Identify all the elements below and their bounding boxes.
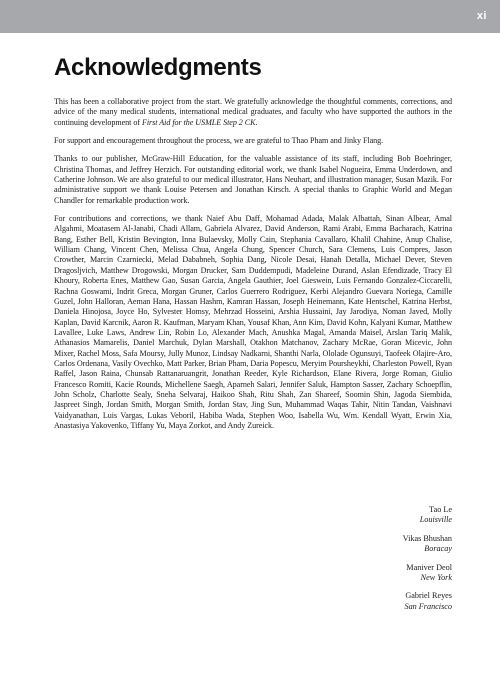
paragraph-collaboration bbox=[54, 97, 452, 128]
paragraph-publisher: Thanks to our publisher, McGraw-Hill Education, for the valuable assistance of its staff, including Bob Boehringer, Christina Thomas, and Jeffrey Herzich. For outstanding editorial work, we thank Isabel Nogueira, Emma Underdown, and Catherine Johnson. We are also grateful to our medical illustrator, Hans Neuhart, and illustration manager, Susan Mazik. For administrative support we thank Louise Petersen and Jonathan Kirsch. A special thanks to Graphic World and Megan Chandler for remarkable production work. bbox=[54, 154, 452, 205]
book-title: First Aid for the USMLE Step 2 CK bbox=[141, 117, 256, 127]
signature-location: Louisville bbox=[419, 515, 452, 525]
signature-location: Boracay bbox=[424, 544, 452, 554]
paragraph-collaboration-end: . bbox=[255, 117, 258, 127]
signature-location: New York bbox=[420, 573, 452, 583]
signature bbox=[292, 591, 452, 612]
signature bbox=[292, 534, 452, 555]
signature-name: Gabriel Reyes bbox=[405, 591, 452, 601]
paragraph-contributors: For contributions and corrections, we thank Naief Abu Daff, Mohamad Adada, Malak Albattah, Sinan Albear, Amal Algahmi, Moatasem Al-Janabi, Chadi Allam, Gabriela Alvarez, David Anderson, Rami Arabi, Emma Bacharach, Katrina Bang, Esther Bell, Kristin Bevington, Inna Bulaevsky, Molly Cain, Stephania Cavallaro, Khalil Chahine, Anup Chalise, William Chang, Vincent Chen, Melissa Chua, Angela Chung, Spencer Church, Sara Clemens, Luis Compres, Jason Crowther, Marcin Czarniecki, Melad Dababneh, Sophia Dang, Nicole Desai, Hanah Detalla, Michael Dever, Steven Dragosljvich, Matthew Drogowski, Morgan Drucker, Sam Duddempudi, Madeleine Durand, Aslan Efendizade, Tracy El Khoury, Roberta Enes, Matthew Gao, Susan Garcia, Angela Gauthier, Joel Gieswein, Luis Fernando Gonzalez-Ciccarelli, Rachna Goswami, Indrit Greca, Morgan Gruner, Carlos Guerrero Rodriguez, Kerbi Alejandro Guevara Noriega, Camille Guzel, John Halloran, Aeman Hana, Hassan Hashm, Kamran Hassan, Joseph Heinemann, Kate Hentschel, Katrina Herbst, Daniela Hinojosa, Joyce Ho, Sylvester Homsy, Mehrzad Hosseini, Arshia Hussaini, Jay Jarodiya, Noman Javed, Molly Kaplan, David Karcnik, Aaron R. Kaufman, Maryam Khan, Yousaf Khan, Ann Kim, David Kohn, Kalyani Kumar, Matthew Lavallee, Luke Laws, Andrew Lin, Robin Lo, Alexander Mach, Anushka Magal, Amanda Maisel, Arslan Tariq Malik, Athanasios Mamarelis, Daniel Marchuk, Dylan Marshall, Otakhon Matchanov, Zachary McRae, Goran Micevic, John Mixer, Rachel Moss, Safa Moursy, Jully Munoz, Lindsay Nadkarni, Shanthi Narla, Ololade Ogunsuyi, Taofeek Olajire-Aro, Carlos Ordenana, Vasily Ovechko, Matt Parker, Brian Pham, Daria Popescu, Meryim Poursheykhi, Charleston Powell, Ryan Raffel, Jason Raina, Chunsab Rattanaruangrit, Jonathan Reeder, Kyle Richardson, Elane Rivera, Jorge Roman, Giulio Francesco Romiti, Kacie Rounds, Michellene Saegh, Aparneh Salari, Jennifer Saluk, Hampton Sasser, Zachary Schoepflin, John Scholz, Charlotte Sealy, Sneha Selvaraj, Haikoo Shah, Ritu Shah, Zan Shareef, Soomin Shin, Jagoda Siembida, Jaspreet Singh, Jordan Smith, Morgan Smith, Jordan Stav, Jing Sun, Muhammad Waqas Tahir, Nitin Tandan, Vaishnavi Vaidyanathan, Luis Vargas, Lukas Veboril, Habiba Wada, Stephen Woo, Isabella Wu, Wm. Kendall Wyatt, Erwin Xia, Anastasiya Yakovenko, Tiffany Yu, Maya Zorkot, and Andy Zureick. bbox=[54, 214, 452, 430]
page-title: Acknowledgments bbox=[54, 54, 262, 81]
signature bbox=[292, 505, 452, 526]
paragraph-support: For support and encouragement throughout the process, we are grateful to Thao Pham and Jinky Flang. bbox=[54, 136, 384, 146]
signature-name: Tao Le bbox=[429, 505, 452, 514]
signature-name: Maniver Deol bbox=[406, 562, 452, 572]
paragraph-collaboration-text: This has been a collaborative project from the start. We gratefully acknowledge the thoughtful comments, corrections, and advice of the many medical students, international medical graduates, and faculty who have supported the authors in the continuing development of bbox=[54, 97, 452, 127]
page-number: xi bbox=[476, 10, 487, 22]
signature bbox=[292, 563, 452, 584]
signature-location: San Francisco bbox=[404, 601, 452, 611]
signature-name: Vikas Bhushan bbox=[402, 533, 452, 543]
acknowledgments-body bbox=[54, 97, 452, 431]
signature-block bbox=[292, 505, 452, 620]
header-band bbox=[0, 0, 500, 33]
